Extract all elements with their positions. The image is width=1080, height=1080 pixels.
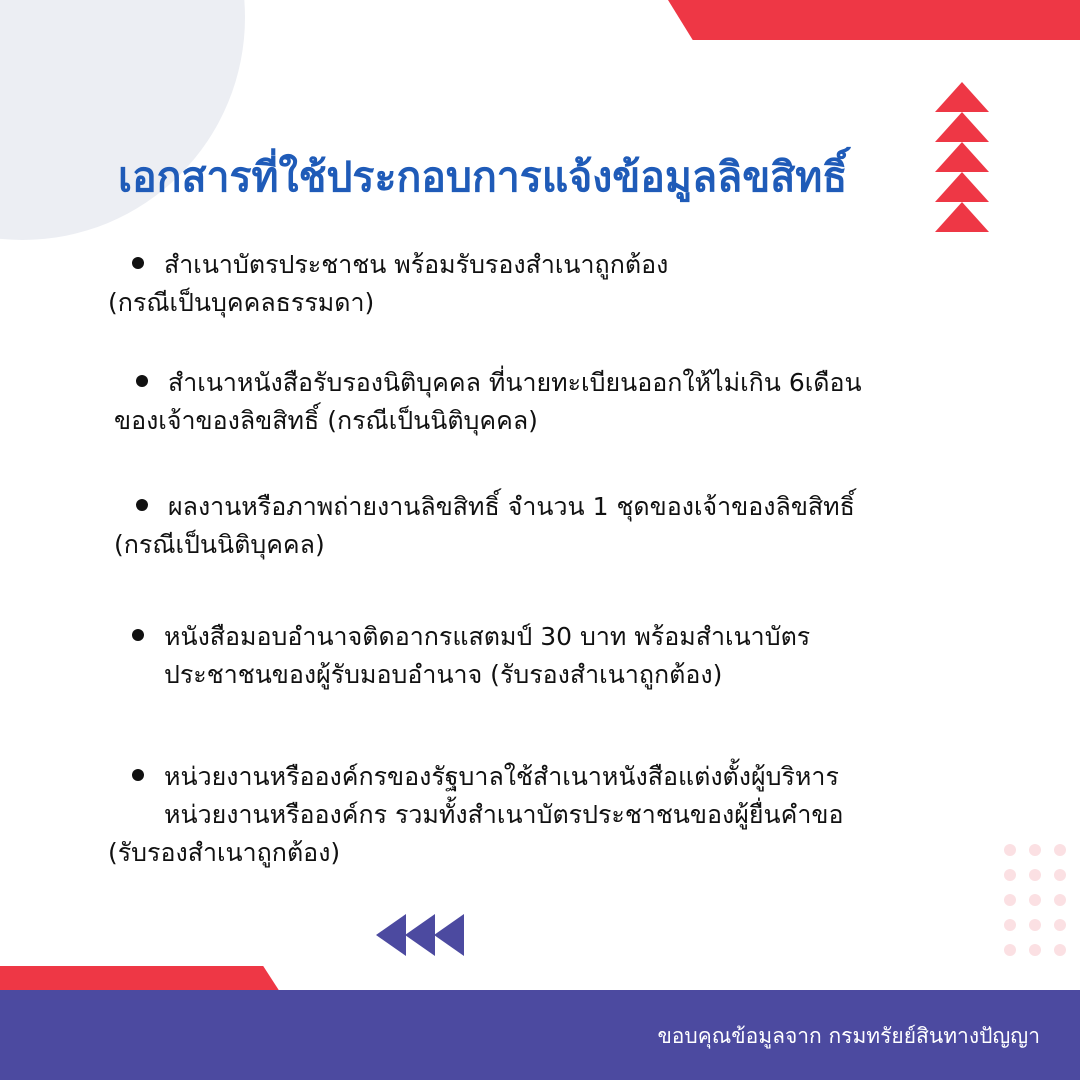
dot-grid-decoration (1004, 844, 1066, 956)
bullet-icon (132, 769, 144, 781)
bullet-icon (136, 499, 148, 511)
list-item-text: หน่วยงานหรือองค์กร รวมทั้งสำเนาบัตรประชาชนของผู้ยื่นคำขอ (164, 800, 844, 829)
triangle-stack-decoration (935, 82, 989, 232)
footer-bar (0, 990, 1080, 1080)
page-title: เอกสารที่ใช้ประกอบการแจ้งข้อมูลลิขสิทธิ์ (118, 153, 848, 201)
list-item-text: สำเนาหนังสือรับรองนิติบุคคล ที่นายทะเบียนออกให้ไม่เกิน 6เดือน (168, 368, 862, 397)
list-item (108, 758, 843, 872)
list-item (108, 246, 668, 322)
list-item-text: ของเจ้าของลิขสิทธิ์ (กรณีเป็นนิติบุคคล) (114, 406, 538, 435)
list-item-text: ผลงานหรือภาพถ่ายงานลิขสิทธิ์ จำนวน 1 ชุดของเจ้าของลิขสิทธิ์ (168, 492, 855, 521)
footer-credit: ขอบคุณข้อมูลจาก กรมทรัยย์สินทางปัญญา (657, 1024, 1040, 1048)
bullet-icon (132, 257, 144, 269)
footer-red-accent (0, 966, 280, 992)
list-item (132, 618, 810, 694)
list-item-text: ประชาชนของผู้รับมอบอำนาจ (รับรองสำเนาถูกต้อง) (164, 660, 723, 689)
list-item-text: สำเนาบัตรประชาชน พร้อมรับรองสำเนาถูกต้อง (164, 250, 669, 279)
bullet-icon (132, 629, 144, 641)
list-item-text: หนังสือมอบอำนาจติดอากรแสตมป์ 30 บาท พร้อมสำเนาบัตร (164, 622, 811, 651)
list-item-text: หน่วยงานหรือองค์กรของรัฐบาลใช้สำเนาหนังสือแต่งตั้งผู้บริหาร (164, 762, 839, 791)
list-item (114, 488, 855, 564)
list-item-text: (กรณีเป็นบุคคลธรรมดา) (108, 288, 375, 317)
list-item (114, 364, 862, 440)
bullet-icon (136, 375, 148, 387)
top-red-bar (668, 0, 1080, 40)
list-item-text: (รับรองสำเนาถูกต้อง) (108, 838, 341, 867)
left-arrows-icon (376, 912, 466, 958)
list-item-text: (กรณีเป็นนิติบุคคล) (114, 530, 325, 559)
